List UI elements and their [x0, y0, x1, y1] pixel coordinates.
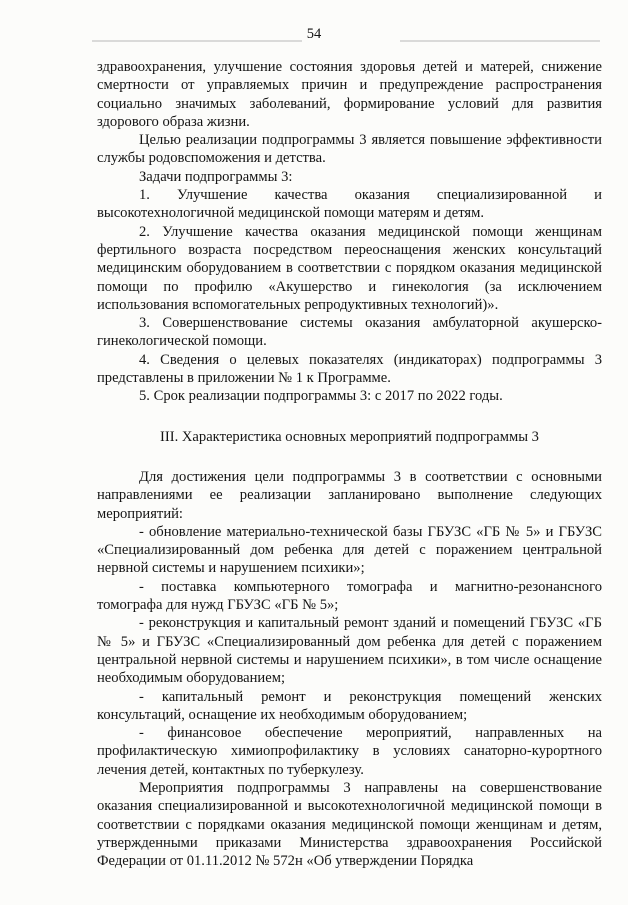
paragraph: Мероприятия подпрограммы 3 направлены на совершенствование оказания специализированной и высокотехнологичной медицинской помощи в соответствии с порядками оказания медицинской помощи женщинам и детям, утвержденными приказами Министерства здравоохранения Российской Федерации от 01.11.2012 № 572н «Об утверждении Порядка	[97, 779, 602, 870]
list-item: - реконструкция и капитальный ремонт зданий и помещений ГБУЗС «ГБ № 5» и ГБУЗС «Специализированный дом ребенка для детей с поражением центральной нервной системы и нарушением психики», в том числе оснащение необходимым оборудованием;	[97, 615, 602, 687]
paragraph: Задачи подпрограммы 3:	[139, 168, 293, 185]
body-text	[97, 58, 602, 870]
list-item: - капитальный ремонт и реконструкция помещений женских консультаций, оснащение их необходимым оборудованием;	[97, 688, 602, 723]
list-item: - поставка компьютерного томографа и магнитно-резонансного томографа для нужд ГБУЗС «ГБ № 5»;	[97, 578, 602, 614]
paragraph: 5. Срок реализации подпрограммы 3: с 2017 по 2022 годы.	[139, 388, 503, 405]
list-item: - обновление материально-технической базы ГБУЗС «ГБ № 5» и ГБУЗС «Специализированный дом ребенка для детей с поражением центральной нервной системы и нарушением психики»;	[97, 523, 602, 577]
paragraph: 2. Улучшение качества оказания медицинской помощи женщинам фертильного возраста посредством переоснащения женских консультаций медицинским оборудованием в соответствии с порядком оказания медицинской помощи по профилю «Акушерство и гинекология (за исключением использования вспомогательных репродуктивных технологий)».	[97, 223, 602, 313]
paragraph: Целью реализации подпрограммы 3 является повышение эффективности службы родовспоможения и детства.	[97, 132, 602, 167]
paragraph: Для достижения цели подпрограммы 3 в соответствии с основными направлениями ее реализации запланировано выполнение следующих мероприятий:	[97, 468, 602, 522]
paragraph: здравоохранения, улучшение состояния здоровья детей и матерей, снижение смертности от управляемых причин и предупреждение распространения социально значимых заболеваний, формирование условий для развития здорового образа жизни.	[97, 59, 602, 130]
section-heading: III. Характеристика основных мероприятий подпрограммы 3	[160, 428, 539, 445]
paragraph: 3. Совершенствование системы оказания амбулаторной акушерско-гинекологической помощи.	[97, 315, 602, 350]
paragraph: 4. Сведения о целевых показателях (индикаторах) подпрограммы 3 представлены в приложении № 1 к Программе.	[97, 351, 602, 387]
page-number: 54	[306, 26, 322, 42]
paragraph: 1. Улучшение качества оказания специализированной и высокотехнологичной медицинской помощи матерям и детям.	[97, 187, 602, 222]
list-item: - финансовое обеспечение мероприятий, направленных на профилактическую химиопрофилактику в условиях санаторно-курортного лечения детей, контактных по туберкулезу.	[97, 725, 602, 778]
